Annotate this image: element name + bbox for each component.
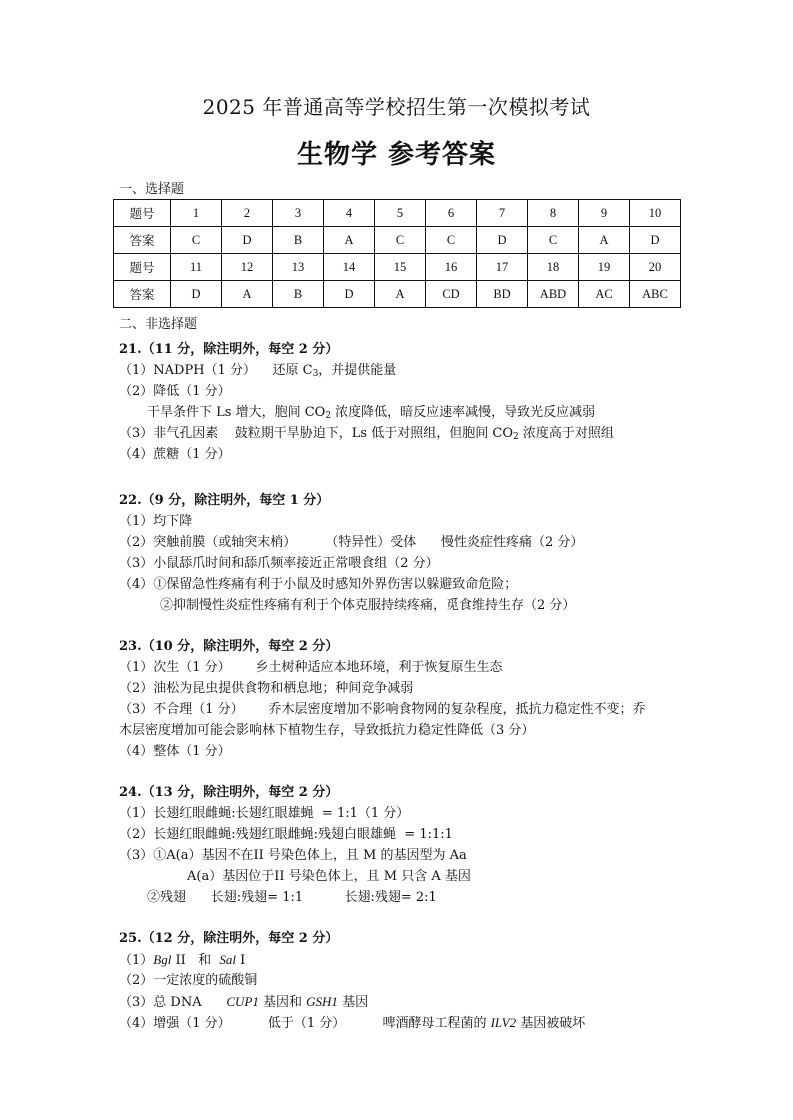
table-cell: A <box>222 281 273 308</box>
section-free-response-label: 二、非选择题 <box>119 317 198 332</box>
q25-answer-2: （2）一定浓度的硫酸铜 <box>119 973 258 988</box>
table-cell: 13 <box>273 254 324 281</box>
q23-answer-1: （1）次生（1 分） 乡土树种适应本地环境，利于恢复原生生态 <box>119 660 503 675</box>
table-cell: 7 <box>477 200 528 227</box>
table-cell: 5 <box>375 200 426 227</box>
table-cell: CD <box>426 281 477 308</box>
q21-answer-1: （1）NADPH（1 分） 还原 $C_3$，并提供能量 <box>119 363 397 379</box>
table-cell: D <box>171 281 222 308</box>
table-cell: 14 <box>324 254 375 281</box>
table-row-answers-1 <box>114 227 681 254</box>
table-cell: 19 <box>579 254 630 281</box>
q21-answer-2-explanation: 干旱条件下 Ls 增大，胞间 $CO_2$ 浓度降低，暗反应速率减慢，导致光反应减弱 <box>147 405 596 421</box>
q22-heading: 22.（9 分，除注明外，每空 1 分） <box>119 493 330 508</box>
table-cell: 8 <box>528 200 579 227</box>
q21-heading: 21.（11 分，除注明外，每空 2 分） <box>119 342 339 357</box>
table-cell: 6 <box>426 200 477 227</box>
q21-answer-3: （3）非气孔因素 鼓粒期干旱胁迫下，Ls 低于对照组，但胞间 $CO_2$ 浓度高于对照组 <box>119 426 614 442</box>
q21-answer-2: （2）降低（1 分） <box>119 384 231 399</box>
table-cell: AC <box>579 281 630 308</box>
section-multiple-choice-label: 一、选择题 <box>119 182 185 197</box>
q22-answer-4-part-2: ②抑制慢性炎症性疼痛有利于个体克服持续疼痛，觅食维持生存（2 分） <box>160 598 576 613</box>
row-label-answer: 答案 <box>114 281 171 308</box>
row-label-number: 题号 <box>114 254 171 281</box>
table-cell: 17 <box>477 254 528 281</box>
table-cell: C <box>528 227 579 254</box>
table-cell: D <box>630 227 681 254</box>
q24-answer-3-alt: A(a）基因位于II 号染色体上，且 M 只含 A 基因 <box>187 869 471 884</box>
table-cell: 4 <box>324 200 375 227</box>
table-cell: D <box>324 281 375 308</box>
table-row-numbers-2 <box>114 254 681 281</box>
table-cell: 1 <box>171 200 222 227</box>
exam-subtitle: 生物学 参考答案 <box>296 140 497 170</box>
table-row-numbers-1 <box>114 200 681 227</box>
q22-answer-2: （2）突触前膜（或轴突末梢） （特异性）受体 慢性炎症性疼痛（2 分） <box>119 535 584 550</box>
q23-answer-3: （3）不合理（1 分） 乔木层密度增加不影响食物网的复杂程度，抵抗力稳定性不变；乔 <box>119 702 646 717</box>
q23-answer-4: （4）整体（1 分） <box>119 744 231 759</box>
table-cell: 3 <box>273 200 324 227</box>
table-cell: 15 <box>375 254 426 281</box>
q23-heading: 23.（10 分，除注明外，每空 2 分） <box>119 639 339 654</box>
table-cell: D <box>222 227 273 254</box>
q24-answer-3-part-2: ②残翅 长翅:残翅= 1:1 长翅:残翅= 2:1 <box>147 890 437 905</box>
q24-answer-2: （2）长翅红眼雌蝇:残翅红眼雌蝇:残翅白眼雄蝇 = 1:1:1 <box>119 827 453 842</box>
exam-title: 2025 年普通高等学校招生第一次模拟考试 <box>202 95 591 119</box>
table-cell: C <box>426 227 477 254</box>
table-cell: A <box>375 281 426 308</box>
table-cell: 9 <box>579 200 630 227</box>
table-cell: 10 <box>630 200 681 227</box>
table-cell: C <box>171 227 222 254</box>
q23-answer-3-continued: 木层密度增加可能会影响林下植物生存，导致抵抗力稳定性降低（3 分） <box>119 723 535 738</box>
table-cell: C <box>375 227 426 254</box>
q25-heading: 25.（12 分，除注明外，每空 2 分） <box>119 931 339 946</box>
table-cell: 16 <box>426 254 477 281</box>
q25-answer-3: （3）总 DNA CUP1 基因和 GSH1 基因 <box>119 994 369 1010</box>
table-cell: 2 <box>222 200 273 227</box>
table-cell: 12 <box>222 254 273 281</box>
table-cell: A <box>579 227 630 254</box>
table-cell: ABD <box>528 281 579 308</box>
q24-answer-1: （1）长翅红眼雌蝇:长翅红眼雄蝇 = 1:1（1 分） <box>119 806 410 821</box>
q22-answer-3: （3）小鼠舔爪时间和舔爪频率接近正常喂食组（2 分） <box>119 556 439 571</box>
table-cell: B <box>273 281 324 308</box>
q23-answer-2: （2）油松为昆虫提供食物和栖息地；种间竞争减弱 <box>119 681 414 696</box>
table-cell: 11 <box>171 254 222 281</box>
table-cell: A <box>324 227 375 254</box>
table-cell: 18 <box>528 254 579 281</box>
table-cell: D <box>477 227 528 254</box>
q22-answer-1: （1）均下降 <box>119 514 193 529</box>
table-cell: B <box>273 227 324 254</box>
q25-answer-4: （4）增强（1 分） 低于（1 分） 啤酒酵母工程菌的 ILV2 基因被破坏 <box>119 1015 586 1031</box>
table-row-answers-2 <box>114 281 681 308</box>
table-cell: BD <box>477 281 528 308</box>
q25-answer-1: （1）Bgl II 和 Sal I <box>119 952 246 968</box>
q24-heading: 24.（13 分，除注明外，每空 2 分） <box>119 785 339 800</box>
q21-answer-4: （4）蔗糖（1 分） <box>119 447 231 462</box>
table-cell: ABC <box>630 281 681 308</box>
row-label-answer: 答案 <box>114 227 171 254</box>
q22-answer-4: （4）①保留急性疼痛有利于小鼠及时感知外界伤害以躲避致命危险； <box>119 577 518 592</box>
answer-table <box>113 199 681 308</box>
q24-answer-3: （3）①A(a）基因不在II 号染色体上，且 M 的基因型为 Aa <box>119 848 467 863</box>
row-label-number: 题号 <box>114 200 171 227</box>
table-cell: 20 <box>630 254 681 281</box>
